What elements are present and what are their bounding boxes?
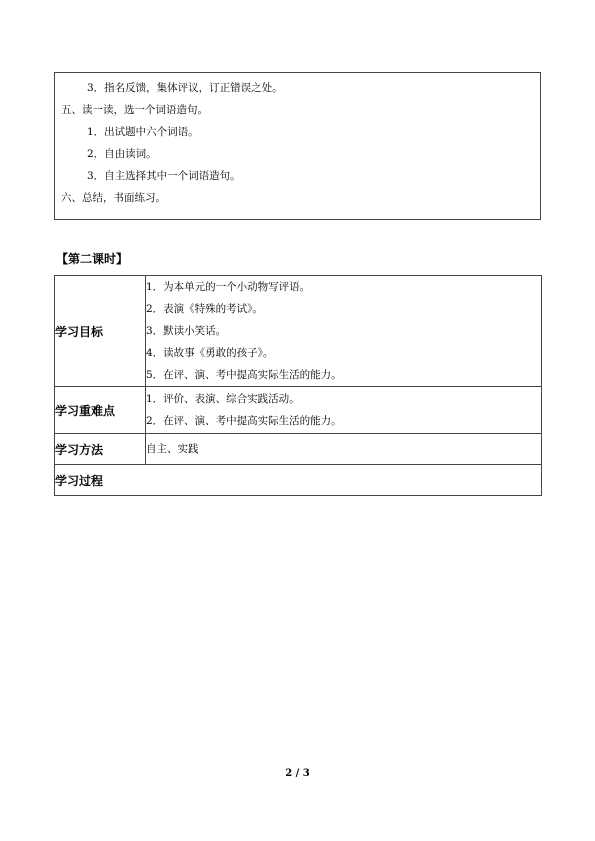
table-row (55, 276, 542, 387)
list-item: 4．读故事《勇敢的孩子》。 (146, 346, 274, 359)
list-item: 3．默读小笑话。 (146, 324, 227, 337)
step-line: 五、读一读，选一个词语造句。 (61, 104, 208, 116)
row-label: 学习目标 (55, 276, 146, 387)
list-item: 5．在评、演、考中提高实际生活的能力。 (146, 368, 342, 381)
list-item: 1．为本单元的一个小动物写评语。 (146, 280, 311, 293)
table-row (55, 434, 542, 465)
step-line: 3．自主选择其中一个词语造句。 (87, 170, 241, 182)
table-row (55, 465, 542, 496)
row-label: 学习重难点 (55, 387, 146, 434)
lesson-steps-box (54, 72, 541, 220)
lesson-plan-table (54, 275, 542, 496)
page-number: 2 / 3 (285, 768, 310, 779)
table-row (55, 387, 542, 434)
step-line: 2．自由读词。 (87, 148, 157, 160)
list-item: 2．表演《特殊的考试》。 (146, 302, 263, 315)
row-content (146, 276, 542, 387)
row-label: 学习过程 (55, 465, 542, 496)
row-content (146, 387, 542, 434)
list-item: 2．在评、演、考中提高实际生活的能力。 (146, 414, 342, 427)
list-item: 1．评价、表演、综合实践活动。 (146, 392, 300, 405)
step-line: 1．出试题中六个词语。 (87, 126, 199, 138)
step-line: 3．指名反馈，集体评议，订正错误之处。 (87, 82, 283, 94)
row-label: 学习方法 (55, 434, 146, 465)
step-line: 六、总结，书面练习。 (61, 192, 166, 204)
list-item: 自主、实践 (146, 442, 199, 455)
section-heading: 【第二课时】 (56, 252, 129, 266)
row-content (146, 434, 542, 465)
